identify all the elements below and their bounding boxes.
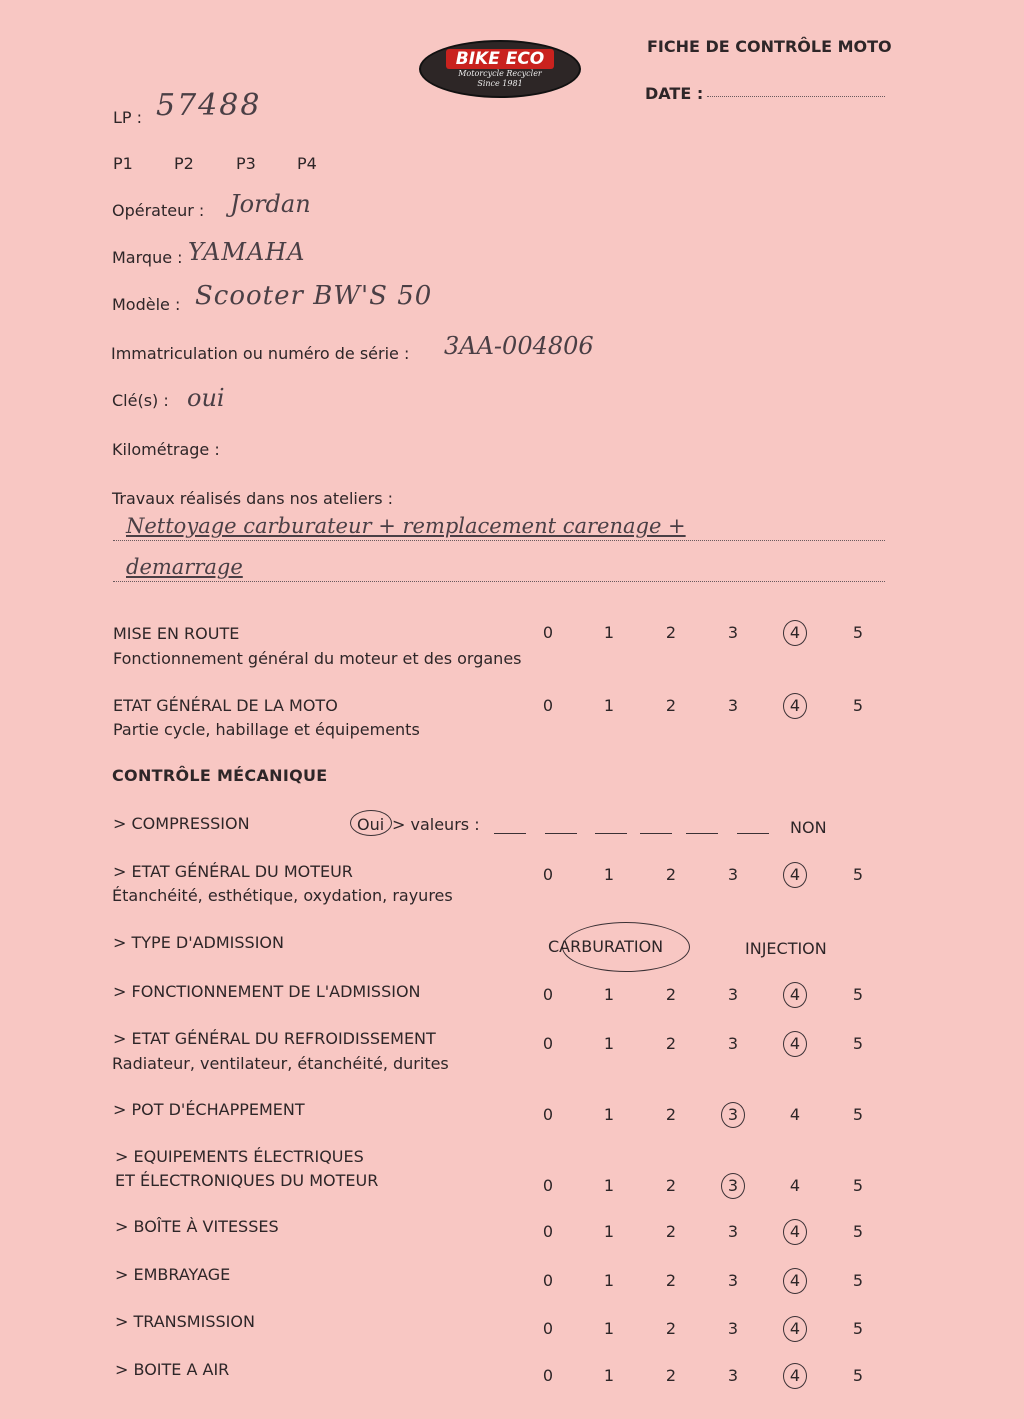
cooling-score-4[interactable]: 4 — [783, 1031, 807, 1057]
engine-subtitle: Étanchéité, esthétique, oxydation, rayures — [112, 886, 453, 905]
bike-condition-score-5[interactable]: 5 — [852, 696, 864, 715]
logo-name: BIKE ECO — [446, 49, 554, 69]
cooling-score-3[interactable]: 3 — [727, 1034, 739, 1053]
airbox-score-5[interactable]: 5 — [852, 1366, 864, 1385]
bike-condition-score-1[interactable]: 1 — [603, 696, 615, 715]
clutch-score-4[interactable]: 4 — [783, 1268, 807, 1294]
bike-condition-score-0[interactable]: 0 — [542, 696, 554, 715]
gearbox-score-5[interactable]: 5 — [852, 1222, 864, 1241]
startup-score-5[interactable]: 5 — [852, 623, 864, 642]
airbox-score-3[interactable]: 3 — [727, 1366, 739, 1385]
airbox-title: > BOITE A AIR — [115, 1360, 230, 1379]
bike-eco-logo — [419, 40, 581, 98]
gearbox-score-3[interactable]: 3 — [727, 1222, 739, 1241]
compression-value-5[interactable] — [686, 833, 718, 834]
gearbox-title: > BOÎTE À VITESSES — [115, 1217, 279, 1236]
position-p3[interactable]: P3 — [236, 154, 256, 173]
airbox-score-0[interactable]: 0 — [542, 1366, 554, 1385]
admission-function-score-4[interactable]: 4 — [783, 982, 807, 1008]
electrics-score-5[interactable]: 5 — [852, 1176, 864, 1195]
engine-score-4[interactable]: 4 — [783, 862, 807, 888]
brand-label: Marque : — [112, 248, 183, 267]
works-label: Travaux réalisés dans nos ateliers : — [112, 489, 394, 508]
cooling-title: > ETAT GÉNÉRAL DU REFROIDISSEMENT — [113, 1029, 436, 1048]
startup-score-1[interactable]: 1 — [603, 623, 615, 642]
transmission-score-0[interactable]: 0 — [542, 1319, 554, 1338]
works-line-2 — [113, 581, 885, 582]
compression-value-2[interactable] — [545, 833, 577, 834]
gearbox-score-0[interactable]: 0 — [542, 1222, 554, 1241]
compression-yes-option[interactable]: Oui — [357, 815, 385, 834]
compression-value-1[interactable] — [494, 833, 526, 834]
registration-label: Immatriculation ou numéro de série : — [111, 344, 410, 363]
clutch-score-3[interactable]: 3 — [727, 1271, 739, 1290]
admission-function-score-3[interactable]: 3 — [727, 985, 739, 1004]
mileage-label: Kilométrage : — [112, 440, 220, 459]
position-p2[interactable]: P2 — [174, 154, 194, 173]
engine-title: > ETAT GÉNÉRAL DU MOTEUR — [113, 862, 353, 881]
startup-title: MISE EN ROUTE — [113, 624, 240, 643]
transmission-score-3[interactable]: 3 — [727, 1319, 739, 1338]
model-label: Modèle : — [112, 295, 181, 314]
compression-value-6[interactable] — [737, 833, 769, 834]
exhaust-score-3[interactable]: 3 — [721, 1102, 745, 1128]
engine-score-5[interactable]: 5 — [852, 865, 864, 884]
lp-label: LP : — [113, 108, 143, 127]
clutch-score-5[interactable]: 5 — [852, 1271, 864, 1290]
engine-score-3[interactable]: 3 — [727, 865, 739, 884]
registration-value[interactable]: 3AA-004806 — [444, 332, 594, 360]
exhaust-score-1[interactable]: 1 — [603, 1105, 615, 1124]
keys-value[interactable]: oui — [187, 384, 225, 412]
bike-condition-title: ETAT GÉNÉRAL DE LA MOTO — [113, 696, 338, 715]
date-label: DATE : — [645, 84, 704, 103]
cooling-score-1[interactable]: 1 — [603, 1034, 615, 1053]
startup-score-0[interactable]: 0 — [542, 623, 554, 642]
works-text-1[interactable]: Nettoyage carburateur + remplacement carenage + — [126, 514, 686, 538]
cooling-score-0[interactable]: 0 — [542, 1034, 554, 1053]
keys-label: Clé(s) : — [112, 391, 169, 410]
startup-score-4[interactable]: 4 — [783, 620, 807, 646]
admission-injection-option[interactable]: INJECTION — [745, 939, 827, 958]
airbox-score-1[interactable]: 1 — [603, 1366, 615, 1385]
cooling-score-5[interactable]: 5 — [852, 1034, 864, 1053]
transmission-title: > TRANSMISSION — [115, 1312, 255, 1331]
transmission-score-2[interactable]: 2 — [665, 1319, 677, 1338]
operator-value[interactable]: Jordan — [230, 190, 311, 218]
clutch-title: > EMBRAYAGE — [115, 1265, 231, 1284]
clutch-score-0[interactable]: 0 — [542, 1271, 554, 1290]
admission-function-score-5[interactable]: 5 — [852, 985, 864, 1004]
works-line-1 — [113, 540, 885, 541]
logo-since: Since 1981 — [477, 79, 523, 88]
position-p1[interactable]: P1 — [113, 154, 133, 173]
clutch-score-2[interactable]: 2 — [665, 1271, 677, 1290]
bike-condition-subtitle: Partie cycle, habillage et équipements — [113, 720, 420, 739]
electrics-score-3[interactable]: 3 — [721, 1173, 745, 1199]
compression-values-label: > valeurs : — [392, 815, 480, 834]
electrics-score-1[interactable]: 1 — [603, 1176, 615, 1195]
works-text-2[interactable]: demarrage — [126, 555, 243, 579]
compression-value-4[interactable] — [640, 833, 672, 834]
airbox-score-4[interactable]: 4 — [783, 1363, 807, 1389]
mechanical-section-title: CONTRÔLE MÉCANIQUE — [112, 766, 328, 785]
gearbox-score-2[interactable]: 2 — [665, 1222, 677, 1241]
compression-no-option[interactable]: NON — [790, 818, 827, 837]
gearbox-score-1[interactable]: 1 — [603, 1222, 615, 1241]
startup-score-3[interactable]: 3 — [727, 623, 739, 642]
cooling-subtitle: Radiateur, ventilateur, étanchéité, durites — [112, 1054, 449, 1073]
bike-condition-score-2[interactable]: 2 — [665, 696, 677, 715]
bike-condition-score-3[interactable]: 3 — [727, 696, 739, 715]
admission-function-score-2[interactable]: 2 — [665, 985, 677, 1004]
cooling-score-2[interactable]: 2 — [665, 1034, 677, 1053]
admission-function-score-0[interactable]: 0 — [542, 985, 554, 1004]
admission-function-title: > FONCTIONNEMENT DE L'ADMISSION — [113, 982, 421, 1001]
electrics-score-4[interactable]: 4 — [789, 1176, 801, 1195]
operator-label: Opérateur : — [112, 201, 205, 220]
engine-score-2[interactable]: 2 — [665, 865, 677, 884]
exhaust-score-0[interactable]: 0 — [542, 1105, 554, 1124]
form-title: FICHE DE CONTRÔLE MOTO — [647, 37, 892, 56]
transmission-score-4[interactable]: 4 — [783, 1316, 807, 1342]
admission-function-score-1[interactable]: 1 — [603, 985, 615, 1004]
logo-tagline: Motorcycle Recycler — [458, 69, 542, 78]
electrics-subtitle: ET ÉLECTRONIQUES DU MOTEUR — [115, 1171, 379, 1190]
engine-score-0[interactable]: 0 — [542, 865, 554, 884]
date-line — [707, 96, 885, 97]
startup-score-2[interactable]: 2 — [665, 623, 677, 642]
admission-type-title: > TYPE D'ADMISSION — [113, 933, 284, 952]
exhaust-score-5[interactable]: 5 — [852, 1105, 864, 1124]
bike-condition-score-4[interactable]: 4 — [783, 693, 807, 719]
electrics-score-2[interactable]: 2 — [665, 1176, 677, 1195]
electrics-title: > EQUIPEMENTS ÉLECTRIQUES — [115, 1147, 364, 1166]
transmission-score-5[interactable]: 5 — [852, 1319, 864, 1338]
brand-value[interactable]: YAMAHA — [188, 238, 306, 266]
compression-value-3[interactable] — [595, 833, 627, 834]
exhaust-score-2[interactable]: 2 — [665, 1105, 677, 1124]
engine-score-1[interactable]: 1 — [603, 865, 615, 884]
electrics-score-0[interactable]: 0 — [542, 1176, 554, 1195]
airbox-score-2[interactable]: 2 — [665, 1366, 677, 1385]
transmission-score-1[interactable]: 1 — [603, 1319, 615, 1338]
exhaust-score-4[interactable]: 4 — [789, 1105, 801, 1124]
position-p4[interactable]: P4 — [297, 154, 317, 173]
compression-title: > COMPRESSION — [113, 814, 250, 833]
exhaust-title: > POT D'ÉCHAPPEMENT — [113, 1100, 305, 1119]
admission-carburation-option[interactable]: CARBURATION — [548, 937, 664, 956]
startup-subtitle: Fonctionnement général du moteur et des organes — [113, 649, 522, 668]
gearbox-score-4[interactable]: 4 — [783, 1219, 807, 1245]
clutch-score-1[interactable]: 1 — [603, 1271, 615, 1290]
model-value[interactable]: Scooter BW'S 50 — [195, 281, 433, 311]
lp-value[interactable]: 57488 — [156, 88, 262, 123]
